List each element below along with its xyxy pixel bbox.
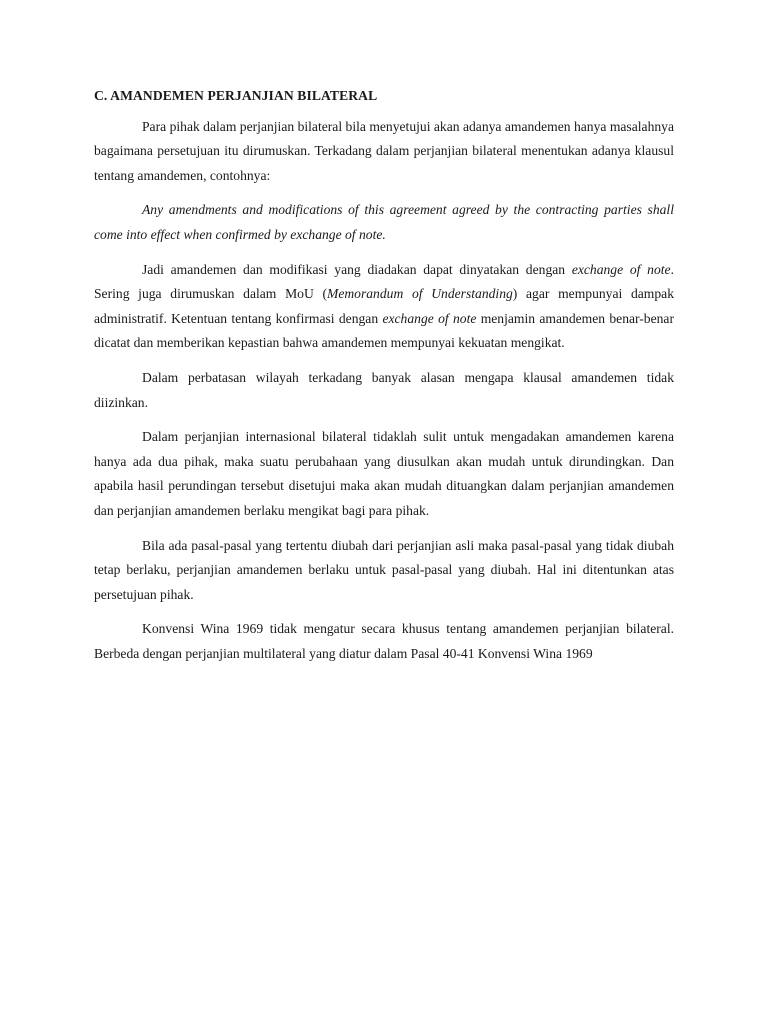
paragraph-3 bbox=[94, 258, 674, 356]
paragraph-1: Para pihak dalam perjanjian bilateral bila menyetujui akan adanya amandemen hanya masalahnya bagaimana persetujuan itu dirumuskan. Terkadang dalam perjanjian bilateral menentukan adanya klausul tentang amandemen, contohnya: bbox=[94, 118, 674, 183]
paragraph-3-text-3: ) agar mempunyai dampak administratif. Ketentuan tentang konfirmasi dengan bbox=[94, 286, 675, 326]
section-heading: C. AMANDEMEN PERJANJIAN BILATERAL bbox=[94, 88, 378, 103]
quote-text: Any amendments and modifications of this agreement agreed by the contracting parties shall come into effect when confirmed by exchange of note. bbox=[94, 202, 674, 242]
paragraph-3-italic-2: Memorandum of Understanding bbox=[327, 286, 513, 302]
document-body bbox=[94, 84, 674, 666]
paragraph-3-text-4: menjamin amandemen benar-benar dicatat dan memberikan kepastian bahwa amandemen mempunyai kekuatan mengikat. bbox=[94, 310, 674, 351]
paragraph-3-italic-1: exchange of note bbox=[571, 261, 671, 277]
paragraph-7: Konvensi Wina 1969 tidak mengatur secara khusus tentang amandemen perjanjian bilateral. Berbeda dengan perjanjian multilateral yang diatur dalam Pasal 40-41 Konvensi Wina 1969 bbox=[94, 621, 674, 661]
paragraph-3-text-1: Jadi amandemen dan modifikasi yang diadakan dapat dinyatakan dengan bbox=[142, 261, 572, 277]
paragraph-5: Dalam perjanjian internasional bilateral tidaklah sulit untuk mengadakan amandemen karena hanya ada dua pihak, maka suatu perubahaan yang diusulkan akan mudah untuk dirundingkan. Dan apabila hasil perundingan tersebut disetujui maka akan mudah dituangkan dalam perjanjian amandemen dan perjanjian amandemen berlaku mengikat bagi para pihak. bbox=[94, 429, 674, 518]
paragraph-3-text-2: . Sering juga dirumuskan dalam MoU ( bbox=[94, 261, 674, 302]
paragraph-4: Dalam perbatasan wilayah terkadang banyak alasan mengapa klausal amandemen tidak diizinkan. bbox=[94, 369, 674, 410]
quote-paragraph bbox=[94, 198, 674, 247]
paragraph-6: Bila ada pasal-pasal yang tertentu diubah dari perjanjian asli maka pasal-pasal yang tidak diubah tetap berlaku, perjanjian amandemen berlaku untuk pasal-pasal yang diubah. Hal ini ditentunkan atas persetujuan pihak. bbox=[94, 537, 674, 602]
paragraph-3-italic-3: exchange of note bbox=[382, 310, 477, 326]
